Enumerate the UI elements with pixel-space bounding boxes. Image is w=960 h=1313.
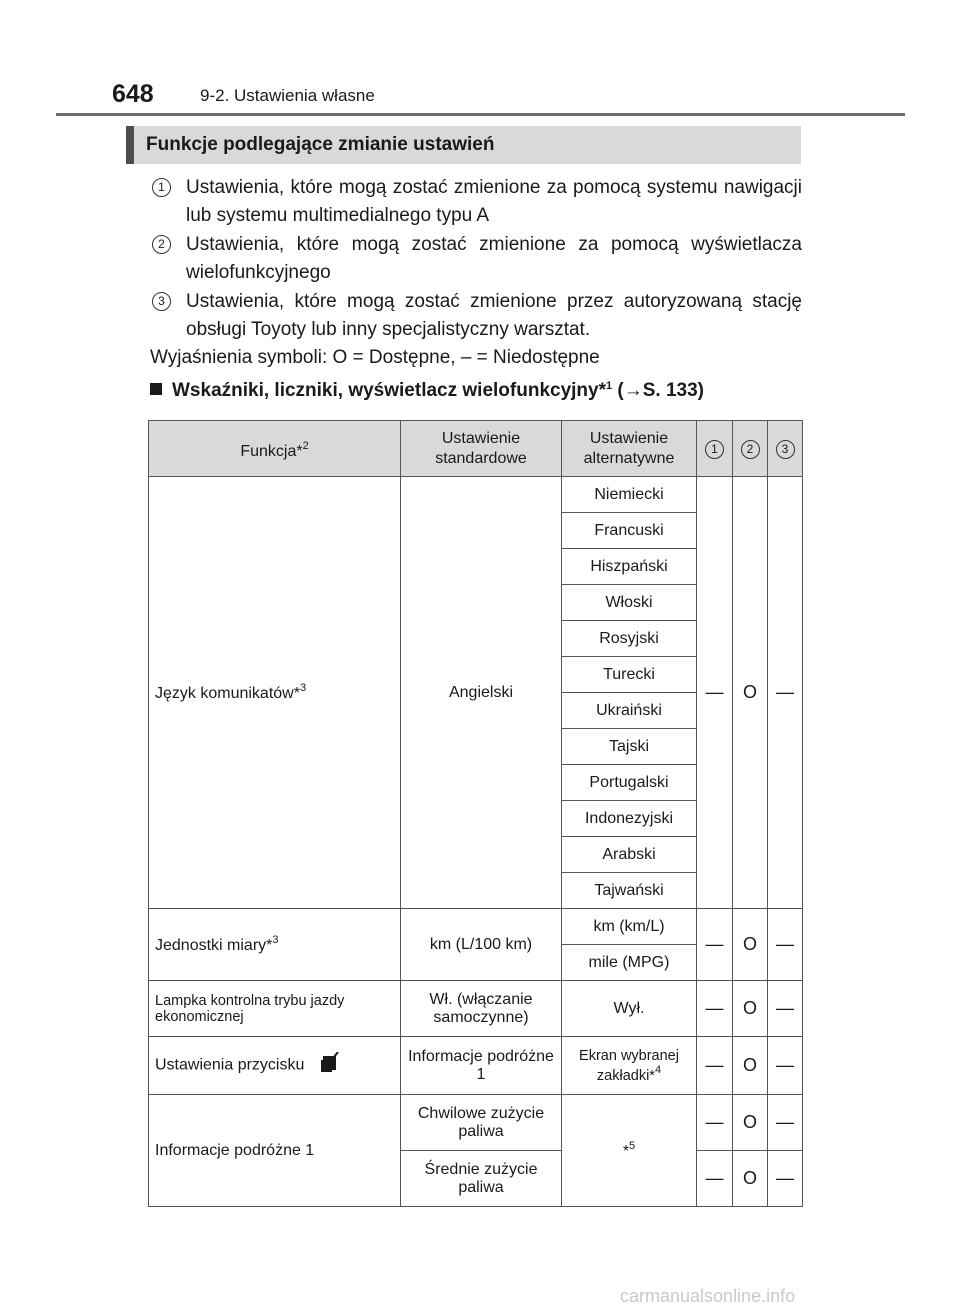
cell-mark-1: —: [697, 477, 733, 909]
cell-mark-2: O: [733, 1151, 768, 1207]
cell-alternative: Ekran wybranej zakładki*$^4$: [562, 1037, 697, 1095]
cell-alternative: Turecki: [562, 657, 697, 693]
cell-alternative: Portugalski: [562, 765, 697, 801]
cell-alternative: Indonezyjski: [562, 801, 697, 837]
item-text: Ustawienia, które mogą zostać zmienione za pomocą wyświetlacza wielofunkcyjnego: [186, 234, 802, 283]
cell-mark-3: —: [768, 1151, 803, 1207]
cell-mark-3: —: [768, 909, 803, 981]
header-function: Funkcja*$^2$: [149, 421, 401, 477]
cell-alternative: Tajski: [562, 729, 697, 765]
page-select-button-icon: [319, 1052, 339, 1079]
cell-default: Informacje podróżne 1: [401, 1037, 562, 1095]
table-row: [149, 1037, 803, 1095]
square-bullet-icon: [150, 383, 162, 395]
header-col-2: 2: [733, 421, 768, 477]
cell-mark-2: O: [733, 1037, 768, 1095]
header-alternative: Ustawienie alternatywne: [562, 421, 697, 477]
cell-mark-1: —: [697, 1095, 733, 1151]
footnote-ref: 1: [606, 380, 613, 392]
cell-alternative: Ukraiński: [562, 693, 697, 729]
cell-function: Ustawienia przycisku: [149, 1037, 401, 1095]
table-row: [149, 909, 803, 945]
cell-mark-3: —: [768, 477, 803, 909]
settings-table: [148, 420, 803, 1207]
topic-bar: [126, 126, 801, 164]
header-col-3: 3: [768, 421, 803, 477]
cell-mark-1: —: [697, 1037, 733, 1095]
cell-alternative: Rosyjski: [562, 621, 697, 657]
table-row: [149, 981, 803, 1037]
cell-alternative: Niemiecki: [562, 477, 697, 513]
cell-mark-1: —: [697, 1151, 733, 1207]
cell-function: Język komunikatów*$^3$: [149, 477, 401, 909]
header-rule: [56, 113, 905, 116]
list-item: [150, 288, 802, 344]
table-row: [149, 1095, 803, 1151]
cell-alternative: Włoski: [562, 585, 697, 621]
page-header: [0, 78, 960, 118]
cell-default: Chwilowe zużycie paliwa: [401, 1095, 562, 1151]
item-text: Ustawienia, które mogą zostać zmienione za pomocą systemu nawigacji lub systemu multimedialnego typu A: [186, 177, 802, 226]
cell-mark-1: —: [697, 909, 733, 981]
item-number: 3: [152, 292, 171, 311]
page-reference: S. 133): [642, 380, 704, 401]
section-title: 9-2. Ustawienia własne: [200, 86, 375, 105]
cell-function: Lampka kontrolna trybu jazdy ekonomicznej: [149, 981, 401, 1037]
cell-alternative: Wył.: [562, 981, 697, 1037]
cell-function: Informacje podróżne 1: [149, 1095, 401, 1207]
topic-title: Funkcje podlegające zmianie ustawień: [146, 134, 495, 155]
cell-alternative: *$^5$: [562, 1095, 697, 1207]
cell-alternative: Arabski: [562, 837, 697, 873]
list-item: [150, 231, 802, 287]
cell-alternative: mile (MPG): [562, 945, 697, 981]
cell-mark-3: —: [768, 1037, 803, 1095]
cell-mark-2: O: [733, 909, 768, 981]
cell-alternative: Hiszpański: [562, 549, 697, 585]
cell-mark-3: —: [768, 1095, 803, 1151]
cell-mark-2: O: [733, 1095, 768, 1151]
cell-alternative: Tajwański: [562, 873, 697, 909]
cell-mark-3: —: [768, 981, 803, 1037]
header-default: Ustawienie standardowe: [401, 421, 562, 477]
page-number: 648: [112, 80, 154, 108]
symbol-legend: Wyjaśnienia symboli: O = Dostępne, – = Niedostępne: [150, 347, 600, 368]
subheading: [150, 380, 704, 402]
cell-mark-2: O: [733, 981, 768, 1037]
watermark-footer: carmanualsonline.info: [620, 1286, 796, 1306]
cell-default: Wł. (włączanie samoczynne): [401, 981, 562, 1037]
cell-default: Angielski: [401, 477, 562, 909]
list-item: [150, 174, 802, 230]
cell-default: km (L/100 km): [401, 909, 562, 981]
item-number: 2: [152, 235, 171, 254]
arrow-icon: →: [623, 380, 643, 401]
table-row: [149, 477, 803, 513]
item-number: 1: [152, 178, 171, 197]
subheading-paren: (: [612, 380, 624, 401]
item-text: Ustawienia, które mogą zostać zmienione przez autoryzowaną stację obsługi Toyoty lub inny specjalistyczny warsztat.: [186, 291, 802, 340]
cell-function: Jednostki miary*$^3$: [149, 909, 401, 981]
subheading-text: Wskaźniki, liczniki, wyświetlacz wielofunkcyjny*: [172, 380, 606, 401]
cell-alternative: Francuski: [562, 513, 697, 549]
cell-mark-1: —: [697, 981, 733, 1037]
cell-default: Średnie zużycie paliwa: [401, 1151, 562, 1207]
cell-alternative: km (km/L): [562, 909, 697, 945]
header-col-1: 1: [697, 421, 733, 477]
cell-mark-2: O: [733, 477, 768, 909]
